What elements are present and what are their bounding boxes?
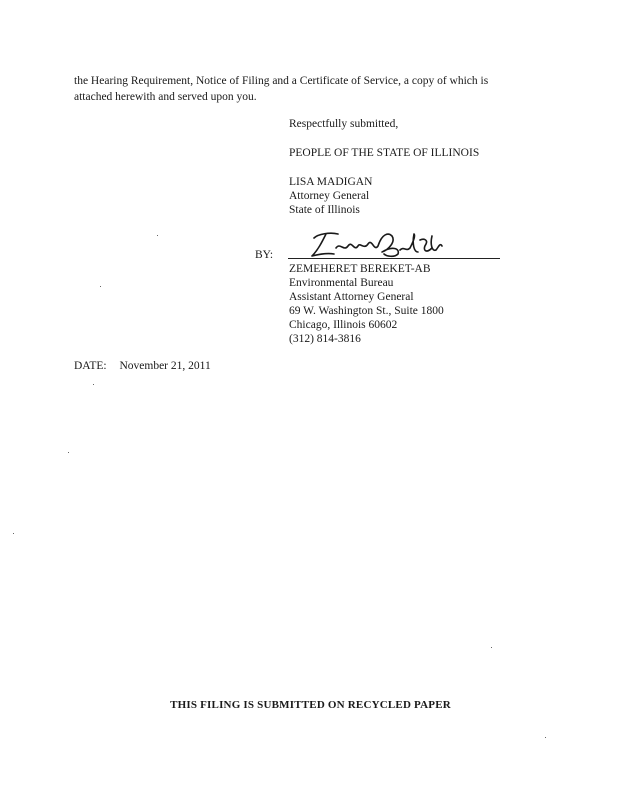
date-line	[74, 360, 211, 372]
signer-phone: (312) 814-3816	[289, 333, 361, 345]
party-name: PEOPLE OF THE STATE OF ILLINOIS	[289, 147, 480, 159]
signer-address: 69 W. Washington St., Suite 1800	[289, 305, 444, 317]
body-line-1: the Hearing Requirement, Notice of Filing and a Certificate of Service, a copy of which is	[74, 75, 489, 87]
body-line-2: attached herewith and served upon you.	[74, 91, 257, 103]
signature-line	[288, 258, 500, 259]
scan-speck	[100, 286, 101, 287]
scan-speck	[68, 452, 69, 453]
body-paragraph	[74, 73, 488, 105]
date-label: DATE:	[74, 360, 107, 372]
by-label: BY:	[255, 249, 274, 261]
scan-speck	[545, 737, 546, 738]
signer-city: Chicago, Illinois 60602	[289, 319, 398, 331]
attorney-general-title: Attorney General	[289, 190, 370, 202]
signer-title: Assistant Attorney General	[289, 291, 414, 303]
scan-speck	[157, 235, 158, 236]
signer-bureau: Environmental Bureau	[289, 277, 394, 289]
recycled-paper-footer: THIS FILING IS SUBMITTED ON RECYCLED PAPER	[170, 699, 451, 711]
scan-speck	[13, 533, 14, 534]
date-value: November 21, 2011	[119, 360, 211, 372]
closing-salutation: Respectfully submitted,	[289, 118, 399, 130]
scan-speck	[93, 384, 94, 385]
attorney-general-name: LISA MADIGAN	[289, 176, 373, 188]
handwritten-signature	[300, 226, 450, 262]
scan-speck	[491, 647, 492, 648]
signer-name: ZEMEHERET BEREKET-AB	[289, 263, 431, 275]
attorney-general-state: State of Illinois	[289, 204, 360, 216]
